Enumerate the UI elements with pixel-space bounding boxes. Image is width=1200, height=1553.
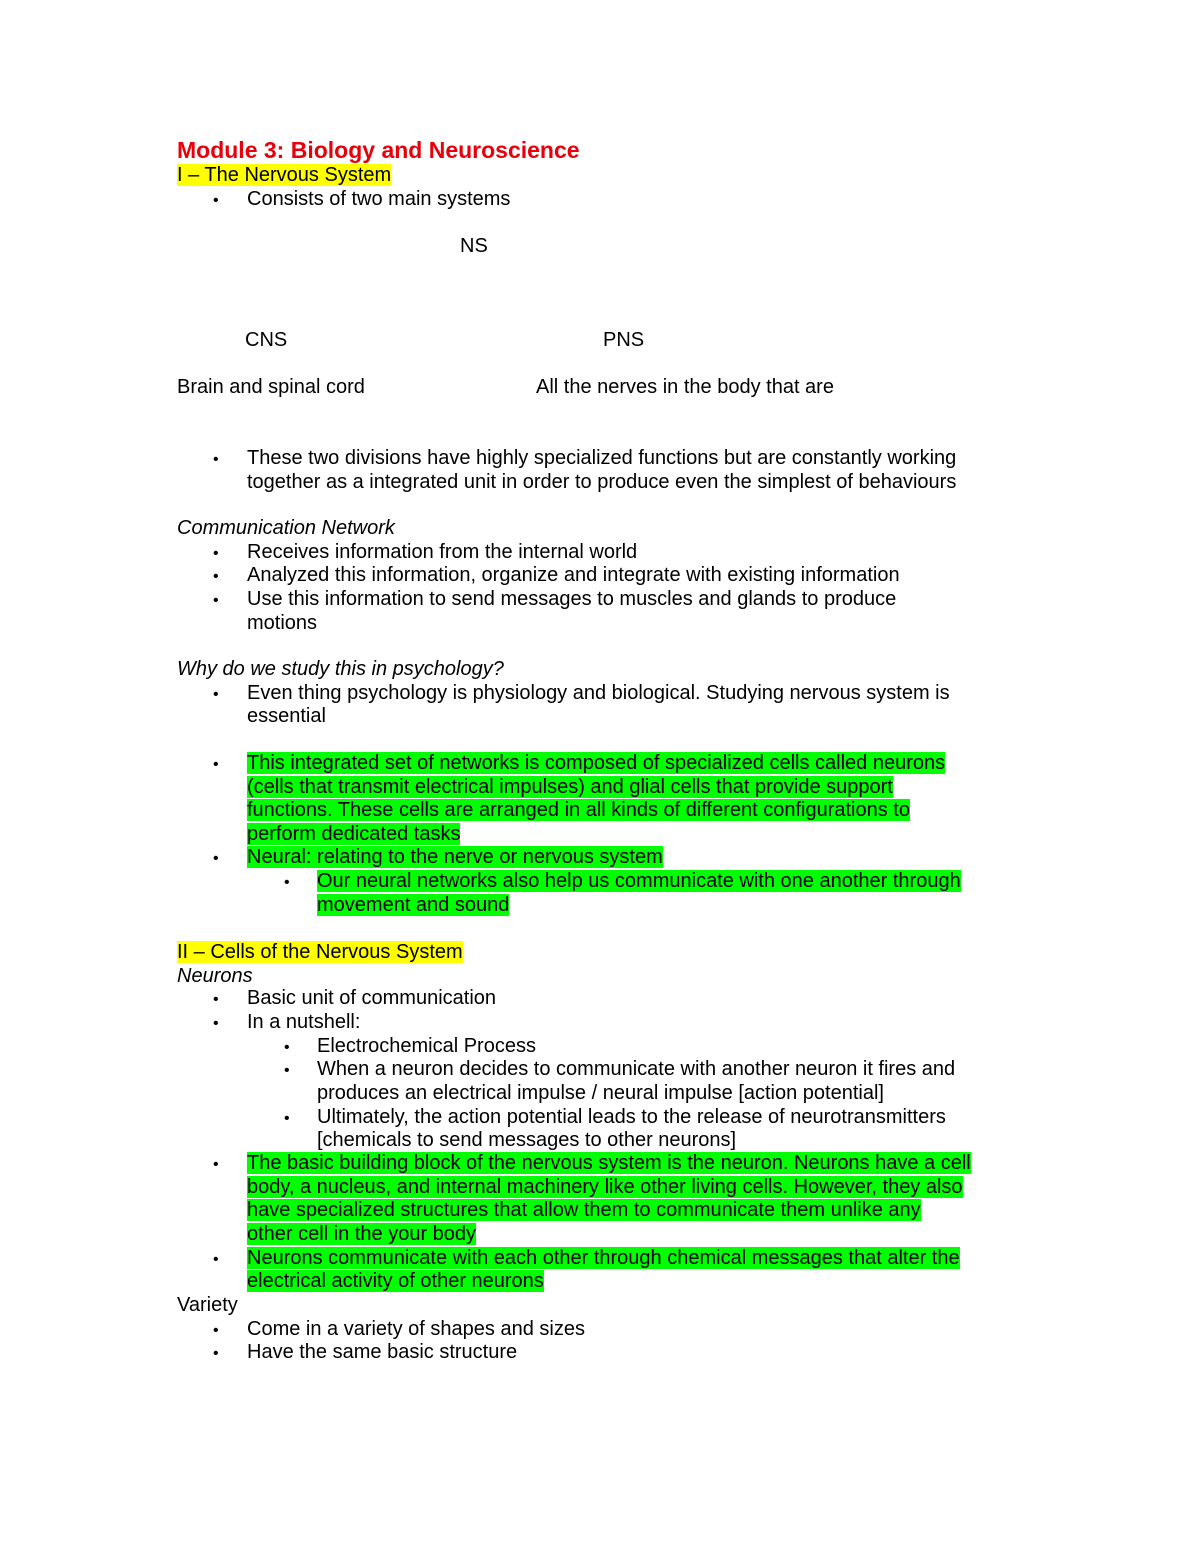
diagram-left-label: CNS: [245, 329, 288, 351]
highlighted-text: body, a nucleus, and internal machinery like other living cells. However, they also: [247, 1176, 963, 1198]
highlighted-text: functions. These cells are arranged in all kinds of different configurations to: [247, 799, 910, 821]
bullet-icon: •: [213, 1015, 219, 1032]
highlighted-line: [317, 870, 961, 894]
list-item: Have the same basic structure: [247, 1341, 518, 1363]
highlighted-line: [247, 1223, 476, 1247]
highlighted-line: [247, 1199, 921, 1223]
bullet-icon: •: [213, 756, 219, 773]
highlighted-line: [247, 1270, 544, 1294]
bullet-icon: •: [213, 850, 219, 867]
highlighted-text: (cells that transmit electrical impulses) and glial cells that provide support: [247, 776, 893, 798]
list-item-line: together as a integrated unit in order to produce even the simplest of behaviours: [247, 471, 957, 493]
sub-bullet-icon: •: [284, 1110, 290, 1127]
list-item: Analyzed this information, organize and integrate with existing information: [247, 564, 900, 586]
diagram-right-label: PNS: [603, 329, 645, 351]
list-item: Receives information from the internal world: [247, 541, 638, 563]
list-item: Basic unit of communication: [247, 987, 497, 1009]
bullet-icon: •: [213, 568, 219, 585]
highlighted-line: [247, 1152, 971, 1176]
subsection-heading: Neurons: [177, 965, 253, 987]
sub-list-item-line: produces an electrical impulse / neural impulse [action potential]: [317, 1082, 884, 1104]
highlighted-line: [247, 752, 945, 776]
bullet-icon: •: [213, 1156, 219, 1173]
diagram-root-label: NS: [460, 235, 488, 257]
section-heading-text: II – Cells of the Nervous System: [177, 941, 463, 963]
list-item-line: essential: [247, 705, 326, 727]
bullet-icon: •: [213, 1345, 219, 1362]
sub-list-item-line: Ultimately, the action potential leads to the release of neurotransmitters: [317, 1106, 946, 1128]
section-heading: [177, 941, 463, 965]
highlighted-text: Our neural networks also help us communicate with one another through: [317, 870, 961, 892]
highlighted-text: electrical activity of other neurons: [247, 1270, 544, 1292]
section-heading: [177, 164, 391, 188]
highlighted-line: [247, 1176, 963, 1200]
bullet-icon: •: [213, 1322, 219, 1339]
highlighted-text: The basic building block of the nervous system is the neuron. Neurons have a cell: [247, 1152, 971, 1174]
highlighted-line: [317, 894, 509, 918]
highlighted-text: Neural: relating to the nerve or nervous system: [247, 846, 663, 868]
bullet-icon: •: [213, 192, 219, 209]
subsection-heading: Communication Network: [177, 517, 395, 539]
highlighted-text: Neurons communicate with each other through chemical messages that alter the: [247, 1247, 960, 1269]
sub-bullet-icon: •: [284, 874, 290, 891]
bullet-icon: •: [213, 991, 219, 1008]
highlighted-text: movement and sound: [317, 894, 510, 916]
highlighted-text: perform dedicated tasks: [247, 823, 461, 845]
highlighted-line: [247, 776, 893, 800]
list-item-line: motions: [247, 612, 318, 634]
highlighted-line: [247, 846, 663, 870]
diagram-left-description: Brain and spinal cord: [177, 376, 365, 398]
list-item: Come in a variety of shapes and sizes: [247, 1318, 585, 1340]
bullet-icon: •: [213, 686, 219, 703]
highlighted-text: This integrated set of networks is composed of specialized cells called neurons: [247, 752, 946, 774]
diagram-right-description: All the nerves in the body that are: [536, 376, 834, 398]
sub-bullet-icon: •: [284, 1062, 290, 1079]
sub-list-item-line: When a neuron decides to communicate with another neuron it fires and: [317, 1058, 956, 1080]
list-item-line: Use this information to send messages to muscles and glands to produce: [247, 588, 897, 610]
bullet-icon: •: [213, 451, 219, 468]
sub-bullet-icon: •: [284, 1039, 290, 1056]
page-title: Module 3: Biology and Neuroscience: [177, 137, 580, 163]
bullet-icon: •: [213, 592, 219, 609]
highlighted-text: other cell in the your body: [247, 1223, 477, 1245]
sub-list-item: Electrochemical Process: [317, 1035, 536, 1057]
subsection-heading: Why do we study this in psychology?: [177, 658, 504, 680]
list-item: Consists of two main systems: [247, 188, 511, 210]
subsection-heading: Variety: [177, 1294, 238, 1316]
section-heading-text: I – The Nervous System: [177, 164, 392, 186]
bullet-icon: •: [213, 545, 219, 562]
highlighted-line: [247, 799, 910, 823]
list-item-line: These two divisions have highly specialized functions but are constantly working: [247, 447, 957, 469]
highlighted-text: have specialized structures that allow them to communicate them unlike any: [247, 1199, 921, 1221]
sub-list-item-line: [chemicals to send messages to other neurons]: [317, 1129, 737, 1151]
highlighted-line: [247, 1247, 960, 1271]
list-item: In a nutshell:: [247, 1011, 361, 1033]
bullet-icon: •: [213, 1251, 219, 1268]
list-item-line: Even thing psychology is physiology and biological. Studying nervous system is: [247, 682, 950, 704]
highlighted-line: [247, 823, 460, 847]
